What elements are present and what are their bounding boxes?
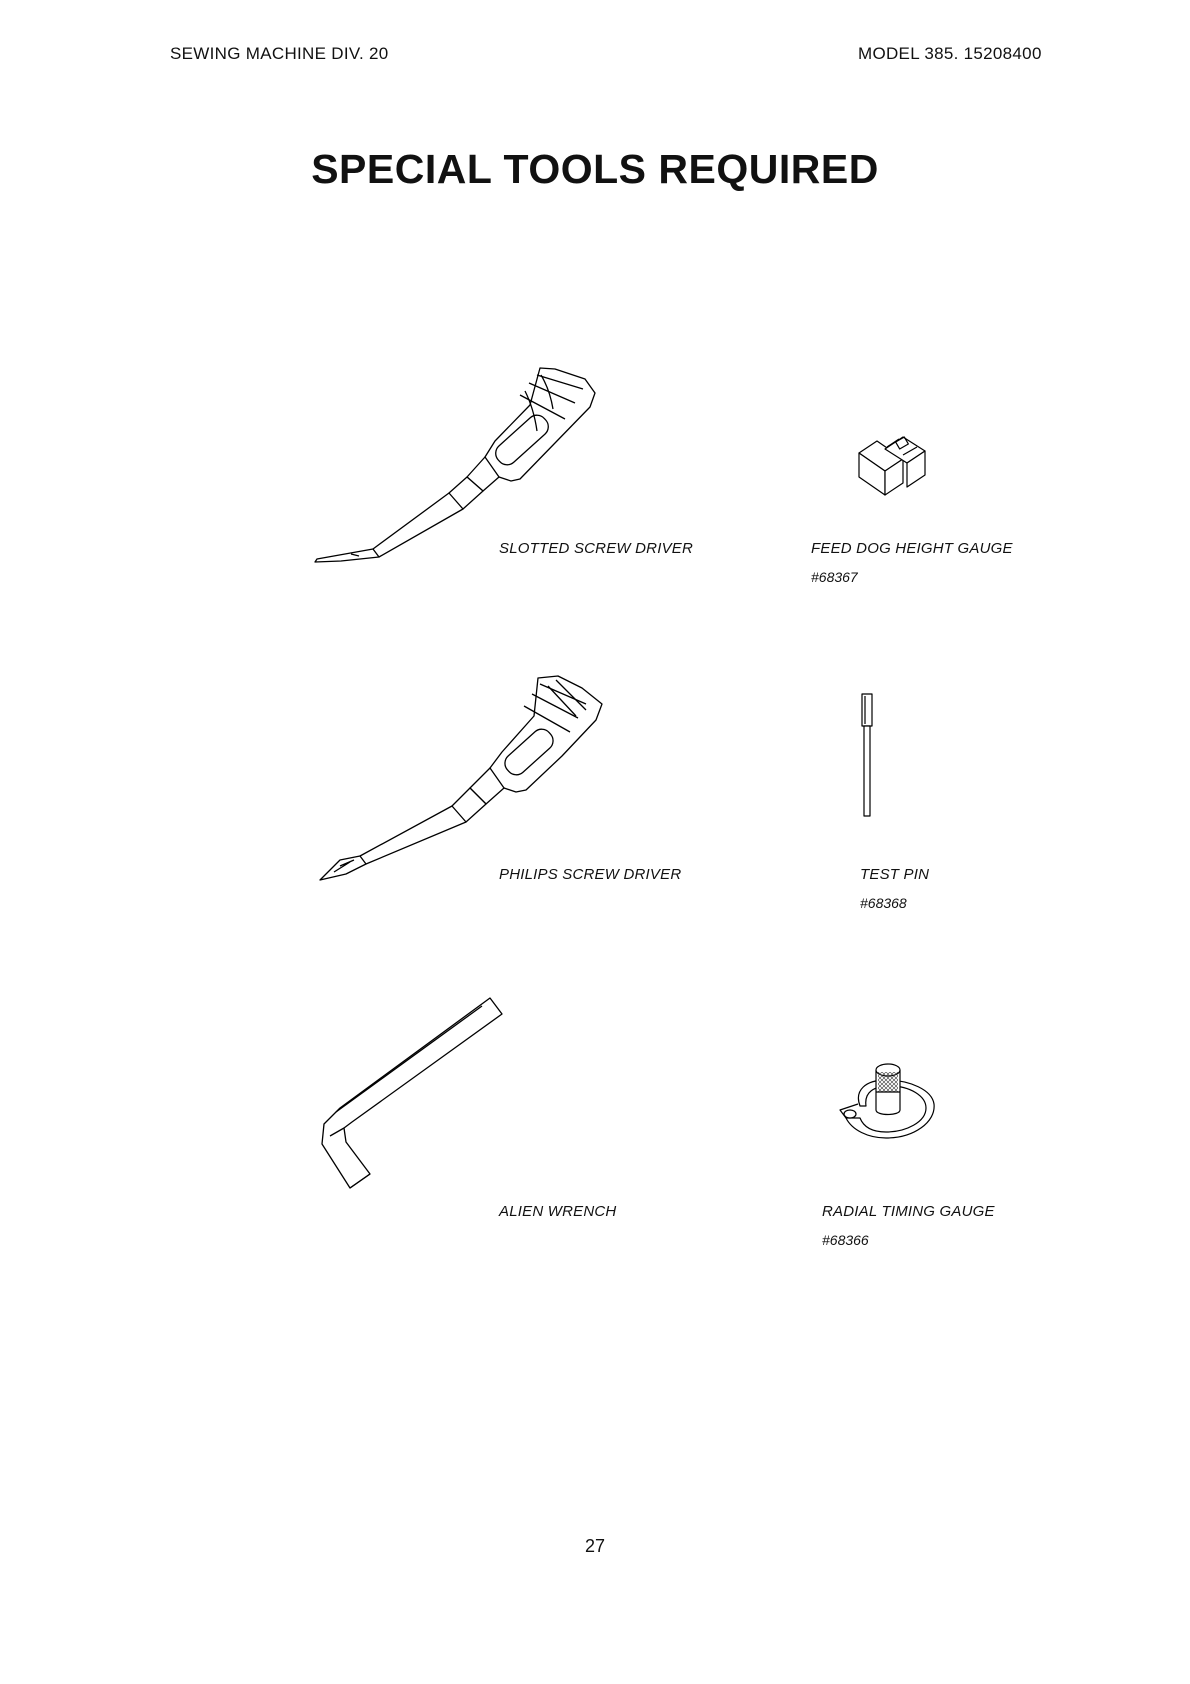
feed-dog-height-gauge-part-number: #68367 (811, 569, 858, 585)
page-title: SPECIAL TOOLS REQUIRED (311, 146, 879, 192)
test-pin-icon (858, 692, 882, 818)
radial-timing-gauge-icon (830, 1056, 950, 1146)
header-model: MODEL 385. 15208400 (858, 44, 1042, 63)
allen-wrench-label: ALIEN WRENCH (499, 1203, 617, 1220)
radial-timing-gauge-part-number: #68366 (822, 1232, 869, 1248)
radial-timing-gauge-label: RADIAL TIMING GAUGE (822, 1203, 995, 1220)
philips-screwdriver-label: PHILIPS SCREW DRIVER (499, 866, 682, 883)
page-number: 27 (584, 1536, 606, 1556)
test-pin-part-number: #68368 (860, 895, 907, 911)
feed-dog-height-gauge-icon (857, 433, 933, 499)
philips-screwdriver-icon (320, 674, 610, 884)
header-division: SEWING MACHINE DIV. 20 (170, 44, 389, 63)
test-pin-label: TEST PIN (860, 866, 930, 883)
feed-dog-height-gauge-label: FEED DOG HEIGHT GAUGE (811, 540, 1013, 557)
slotted-screwdriver-label: SLOTTED SCREW DRIVER (499, 540, 694, 557)
slotted-screwdriver-icon (315, 365, 605, 565)
allen-wrench-icon (322, 996, 512, 1196)
